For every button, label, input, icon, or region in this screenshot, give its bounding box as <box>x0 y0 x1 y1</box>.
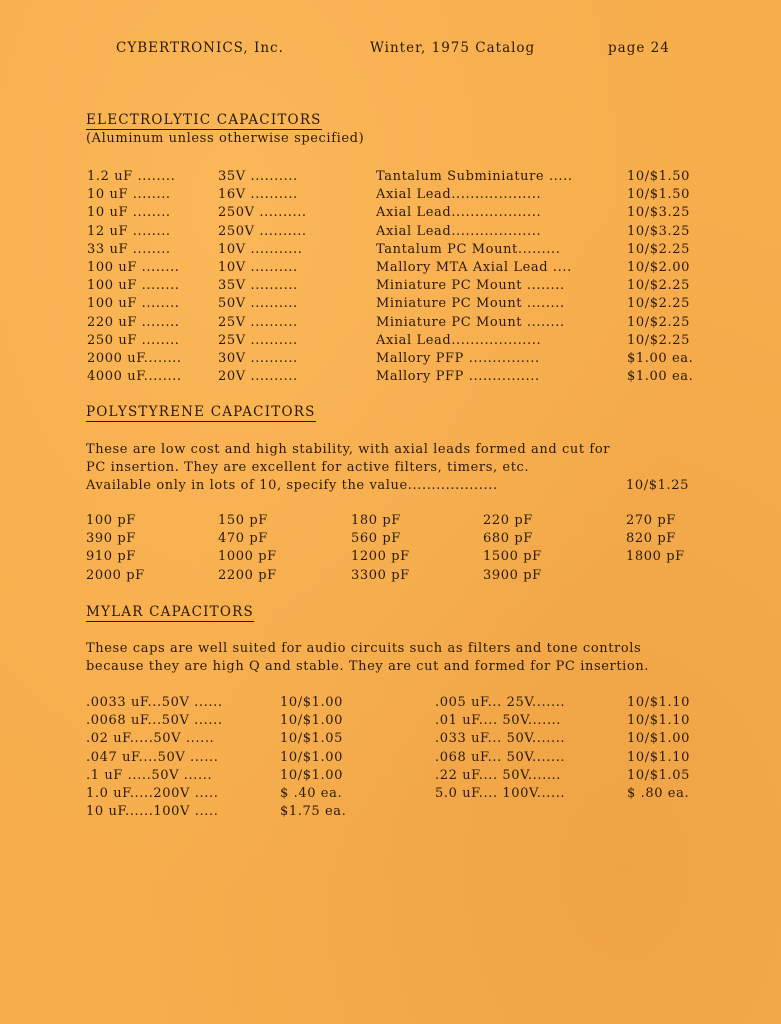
table-row <box>0 259 781 277</box>
value-item: 100 pF <box>86 513 136 528</box>
value-item: 1800 pF <box>626 549 685 565</box>
mylar-price: 10/$1.00 <box>280 713 343 729</box>
value-item: 270 pF <box>626 513 676 528</box>
mylar-spec: .1 uF .....50V ...... <box>86 767 213 783</box>
capacitance: 250 uF ........ <box>87 332 180 348</box>
electrolytic-subtitle: (Aluminum unless otherwise specified) <box>86 131 365 146</box>
table-row <box>0 350 781 368</box>
mylar-price: 10/$1.05 <box>280 731 343 747</box>
company-name: CYBERTRONICS, Inc. <box>116 40 284 56</box>
value-item: 910 pF <box>86 549 136 565</box>
table-row <box>0 368 781 386</box>
voltage: 50V .......... <box>218 296 298 312</box>
value-item: 3900 pF <box>483 567 542 583</box>
mylar-price: $1.75 ea. <box>280 804 347 820</box>
capacitance: 33 uF ........ <box>87 241 171 257</box>
capacitance: 12 uF ........ <box>87 223 171 239</box>
mylar-spec: 10 uF......100V ..... <box>86 804 219 820</box>
capacitance: 10 uF ........ <box>87 205 171 221</box>
price: 10/$1.50 <box>627 169 690 184</box>
price: 10/$2.25 <box>627 278 690 294</box>
value-item: 2200 pF <box>218 567 277 583</box>
description: Mallory MTA Axial Lead .... <box>376 260 572 275</box>
capacitance: 1.2 uF ........ <box>87 169 176 184</box>
value-item: 1000 pF <box>218 549 277 565</box>
description: Miniature PC Mount ........ <box>376 296 565 312</box>
price: 10/$1.50 <box>627 187 690 203</box>
value-item: 1200 pF <box>351 549 410 565</box>
description: Axial Lead................... <box>376 205 542 221</box>
price: 10/$3.25 <box>627 205 690 221</box>
mylar-spec: .005 uF... 25V....... <box>435 695 566 710</box>
page-number: page 24 <box>608 40 670 56</box>
price: 10/$2.25 <box>627 296 690 312</box>
mylar-spec: .01 uF.... 50V....... <box>435 713 562 729</box>
capacitance: 220 uF ........ <box>87 314 180 330</box>
value-item: 470 pF <box>218 531 268 547</box>
price: $1.00 ea. <box>627 369 694 385</box>
mylar-description-line-2: because they are high Q and stable. They are cut and formed for PC insertion. <box>86 659 650 674</box>
description: Mallory PFP ............... <box>376 351 540 366</box>
voltage: 35V .......... <box>218 169 298 184</box>
value-item: 560 pF <box>351 531 401 547</box>
description: Miniature PC Mount ........ <box>376 314 565 330</box>
table-row <box>0 241 781 259</box>
voltage: 250V .......... <box>218 205 307 221</box>
voltage: 250V .......... <box>218 223 307 239</box>
capacitance: 100 uF ........ <box>87 260 180 275</box>
description: Tantalum Subminiature ..... <box>376 169 573 184</box>
voltage: 20V .......... <box>218 369 298 385</box>
mylar-price: 10/$1.00 <box>280 767 343 783</box>
voltage: 25V .......... <box>218 314 298 330</box>
mylar-spec: .047 uF....50V ...... <box>86 749 219 765</box>
table-row <box>0 223 781 241</box>
table-row <box>0 168 781 186</box>
electrolytic-title: ELECTROLYTIC CAPACITORS <box>86 112 322 128</box>
value-item: 680 pF <box>483 531 533 547</box>
polystyrene-title: POLYSTYRENE CAPACITORS <box>86 404 316 420</box>
value-item: 390 pF <box>86 531 136 547</box>
mylar-description-line-1: These caps are well suited for audio circuits such as filters and tone controls <box>86 641 642 656</box>
table-row <box>0 204 781 222</box>
polystyrene-description-line-1: These are low cost and high stability, with axial leads formed and cut for <box>86 442 611 457</box>
value-item: 1500 pF <box>483 549 542 565</box>
voltage: 25V .......... <box>218 332 298 348</box>
price: 10/$3.25 <box>627 223 690 239</box>
mylar-spec: .0068 uF...50V ...... <box>86 713 223 729</box>
mylar-spec: .033 uF... 50V....... <box>435 731 566 747</box>
capacitance: 4000 uF........ <box>87 369 182 385</box>
value-item: 220 pF <box>483 513 533 528</box>
catalog-edition: Winter, 1975 Catalog <box>370 40 536 56</box>
voltage: 10V ........... <box>218 241 303 257</box>
value-item: 820 pF <box>626 531 676 547</box>
voltage: 16V .......... <box>218 187 298 203</box>
mylar-spec: 1.0 uF.....200V ..... <box>86 786 219 801</box>
mylar-price: $ .80 ea. <box>627 786 690 801</box>
mylar-price: 10/$1.10 <box>627 713 690 729</box>
mylar-price: 10/$1.10 <box>627 749 690 765</box>
value-item: 180 pF <box>351 513 401 528</box>
mylar-spec: .02 uF.....50V ...... <box>86 731 215 747</box>
mylar-spec: 5.0 uF.... 100V...... <box>435 786 566 801</box>
table-row <box>0 186 781 204</box>
voltage: 35V .......... <box>218 278 298 294</box>
mylar-title: MYLAR CAPACITORS <box>86 604 254 620</box>
table-row <box>0 277 781 295</box>
voltage: 10V .......... <box>218 260 298 275</box>
value-item: 3300 pF <box>351 567 410 583</box>
polystyrene-description-line-2: PC insertion. They are excellent for active filters, timers, etc. <box>86 460 530 475</box>
price: 10/$2.25 <box>627 314 690 330</box>
capacitance: 100 uF ........ <box>87 296 180 312</box>
mylar-price: 10/$1.00 <box>280 749 343 765</box>
polystyrene-price: 10/$1.25 <box>626 478 689 493</box>
mylar-price: $ .40 ea. <box>280 786 343 801</box>
mylar-price: 10/$1.10 <box>627 695 690 710</box>
mylar-price: 10/$1.05 <box>627 767 690 783</box>
price: $1.00 ea. <box>627 351 694 366</box>
description: Tantalum PC Mount......... <box>376 241 561 257</box>
description: Axial Lead................... <box>376 187 542 203</box>
polystyrene-description-line-3: Available only in lots of 10, specify the value................... <box>86 478 498 493</box>
description: Axial Lead................... <box>376 223 542 239</box>
mylar-price: 10/$1.00 <box>627 731 690 747</box>
mylar-price: 10/$1.00 <box>280 695 343 710</box>
description: Miniature PC Mount ........ <box>376 278 565 294</box>
table-row <box>0 332 781 350</box>
description: Mallory PFP ............... <box>376 369 540 385</box>
capacitance: 10 uF ........ <box>87 187 171 203</box>
table-row <box>0 314 781 332</box>
value-item: 150 pF <box>218 513 268 528</box>
mylar-spec: .068 uF... 50V....... <box>435 749 566 765</box>
mylar-spec: .0033 uF...50V ...... <box>86 695 223 710</box>
price: 10/$2.25 <box>627 332 690 348</box>
description: Axial Lead................... <box>376 332 542 348</box>
value-item: 2000 pF <box>86 567 145 583</box>
price: 10/$2.25 <box>627 241 690 257</box>
price: 10/$2.00 <box>627 260 690 275</box>
voltage: 30V .......... <box>218 351 298 366</box>
table-row <box>0 295 781 313</box>
capacitance: 100 uF ........ <box>87 278 180 294</box>
capacitance: 2000 uF........ <box>87 351 182 366</box>
mylar-spec: .22 uF.... 50V....... <box>435 767 562 783</box>
